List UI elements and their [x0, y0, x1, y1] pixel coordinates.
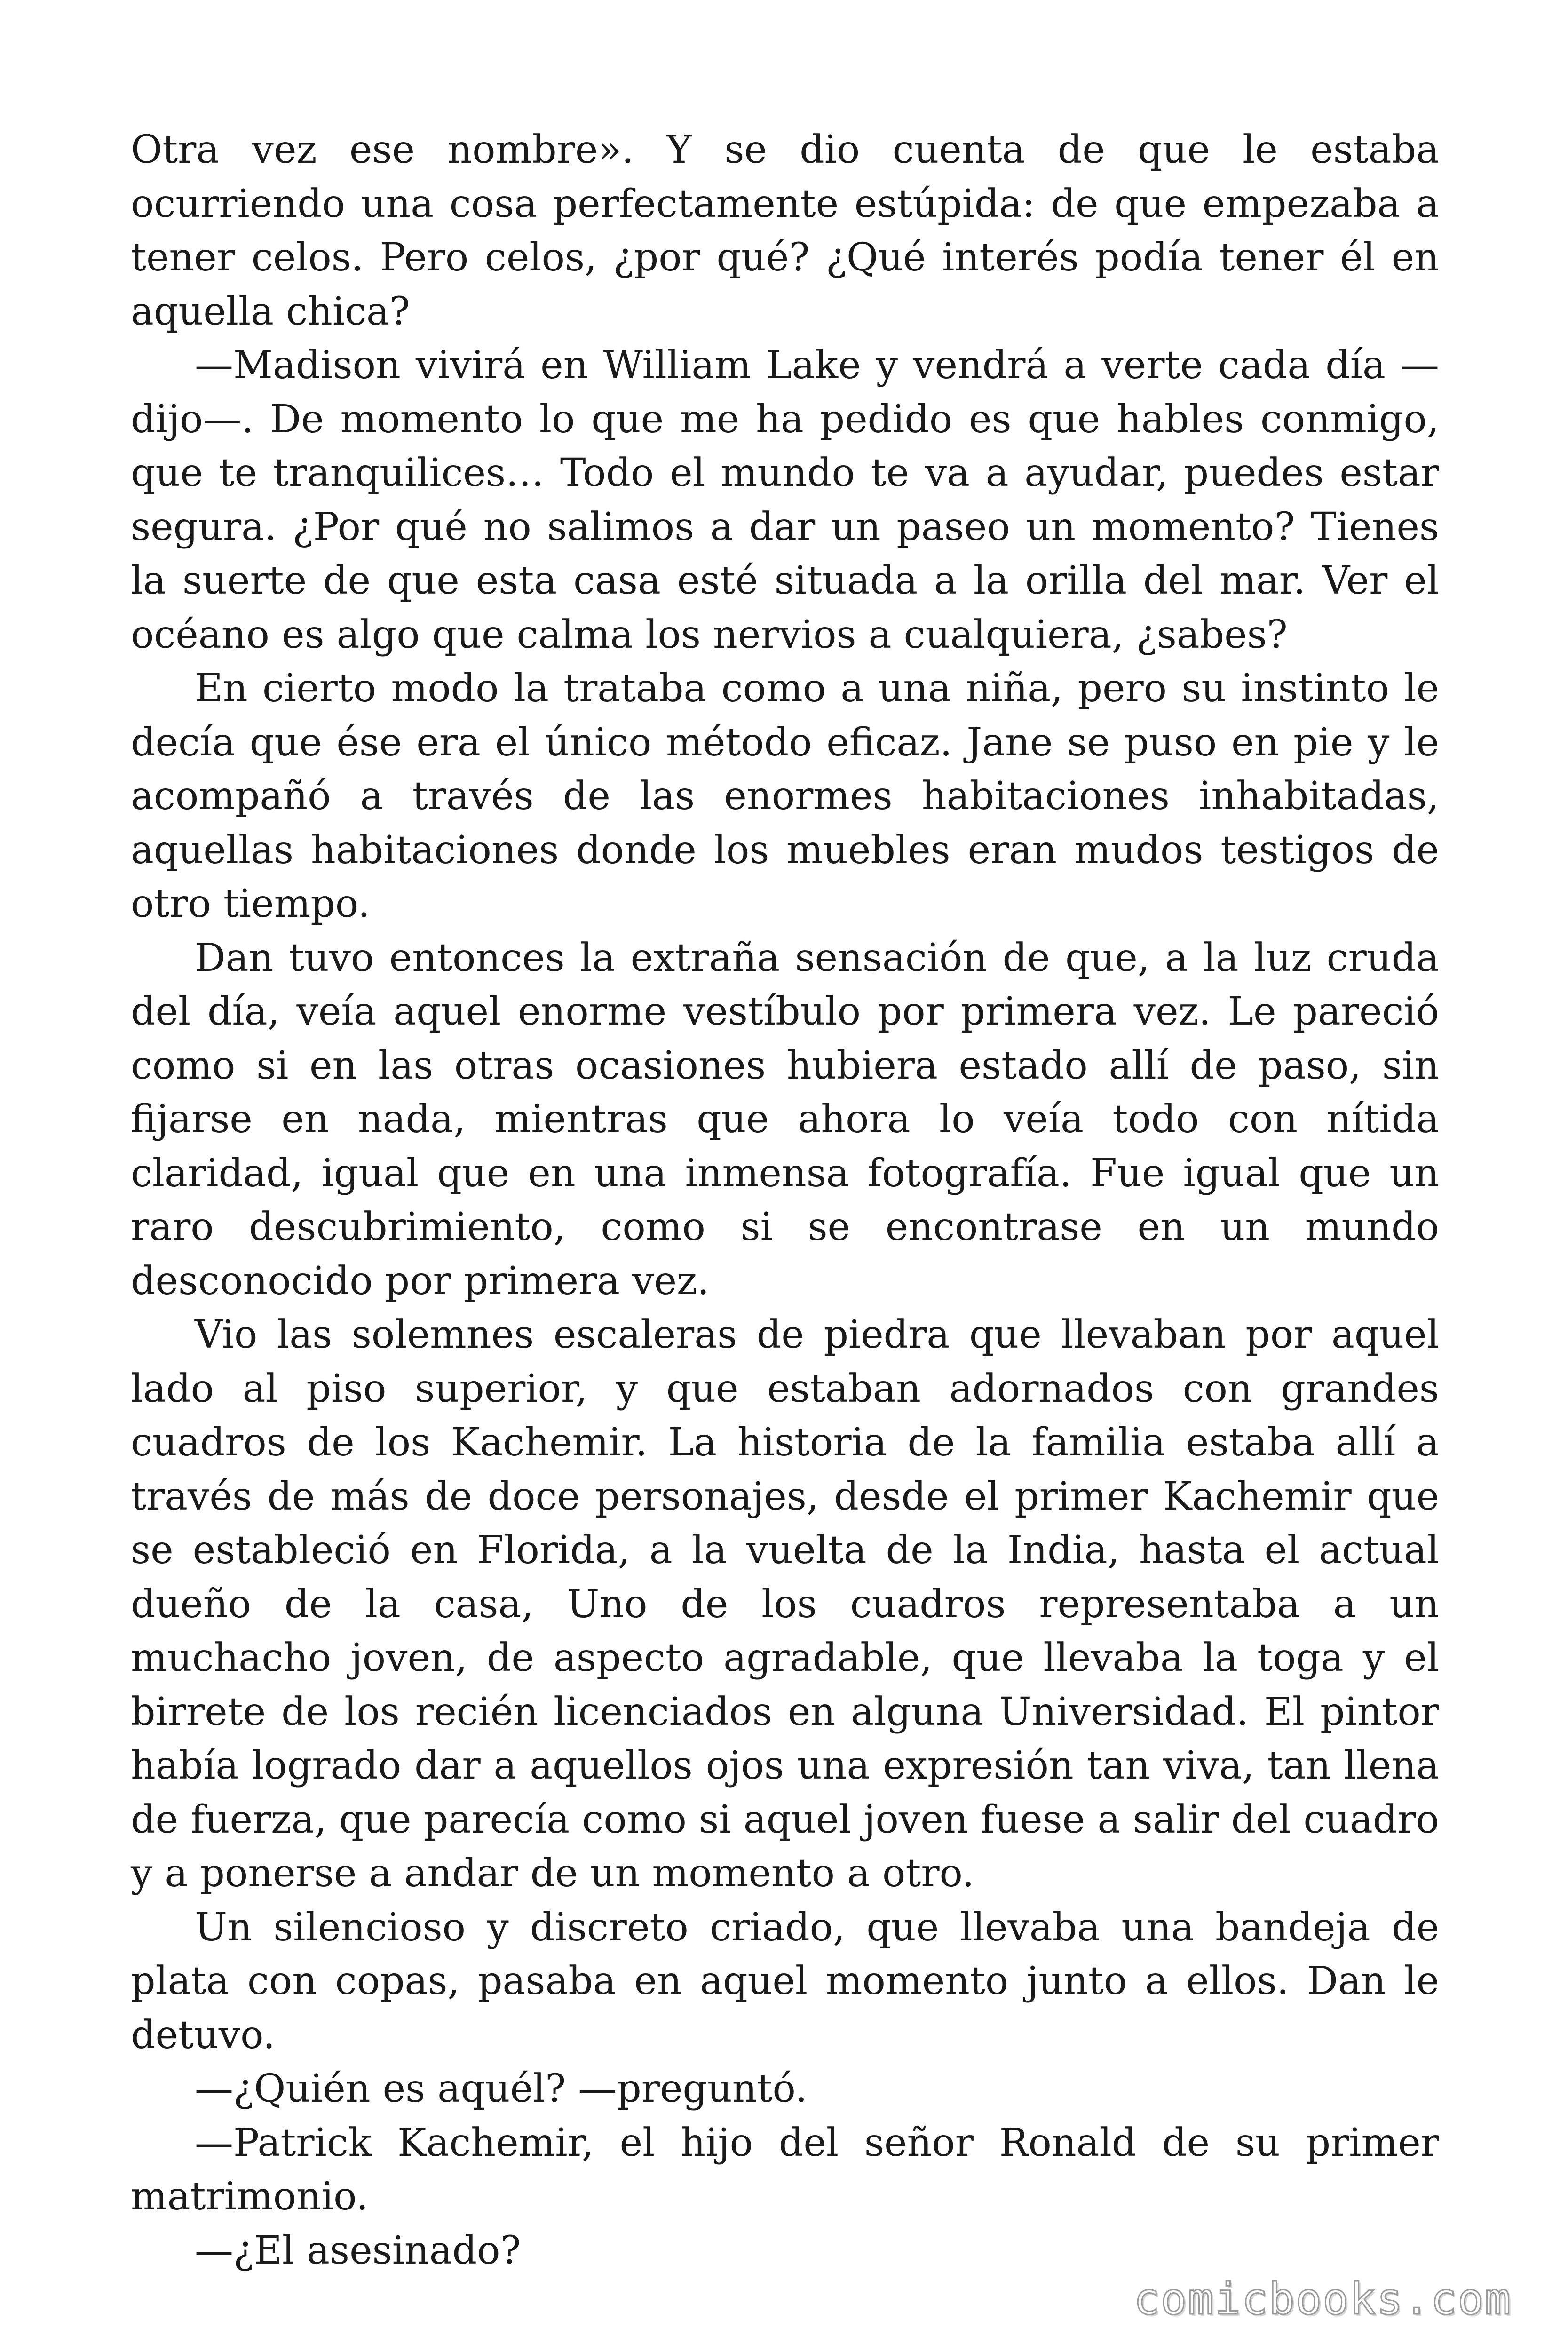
paragraph-6: Un silencioso y discreto criado, que llevaba una bandeja de plata con copas, pasaba en aquel momento junto a ellos. Dan le detuvo.: [131, 1905, 1439, 2058]
paragraph-7: —¿Quién es aquél? —preguntó.: [195, 2066, 808, 2111]
paragraph-9: —¿El asesinado?: [195, 2228, 521, 2273]
paragraph-2: —Madison vivirá en William Lake y vendrá a verte cada día —dijo—. De momento lo que me ha pedido es que hables conmigo, que te tranquilices… Todo el mundo te va a ayudar, puedes estar segura. ¿Por qué no salimos a dar un paseo un momento? Tienes la suerte de que esta casa esté situada a la orilla del mar. Ver el océano es algo que calma los nervios a cualquiera, ¿sabes?: [131, 343, 1439, 657]
paragraph-8: —Patrick Kachemir, el hijo del señor Ronald de su primer matrimonio.: [131, 2120, 1439, 2219]
paragraph-1: Otra vez ese nombre». Y se dio cuenta de que le estaba ocurriendo una cosa perfectamente estúpida: de que empezaba a tener celos. Pero celos, ¿por qué? ¿Qué interés podía tener él en aquella chica?: [131, 127, 1439, 334]
watermark: comicbooks.com: [1133, 2274, 1512, 2324]
paragraph-5: Vio las solemnes escaleras de piedra que llevaban por aquel lado al piso superior, y que estaban adornados con grandes cuadros de los Kachemir. La historia de la familia estaba allí a través de más de doce personajes, desde el primer Kachemir que se estableció en Florida, a la vuelta de la India, hasta el actual dueño de la casa, Uno de los cuadros representaba a un muchacho joven, de aspecto agradable, que llevaba la toga y el birrete de los recién licenciados en alguna Universidad. El pintor había logrado dar a aquellos ojos una expresión tan viva, tan llena de fuerza, que parecía como si aquel joven fuese a salir del cuadro y a ponerse a andar de un momento a otro.: [131, 1312, 1439, 1896]
paragraph-4: Dan tuvo entonces la extraña sensación de que, a la luz cruda del día, veía aquel enorme vestíbulo por primera vez. Le pareció como si en las otras ocasiones hubiera estado allí de paso, sin fijarse en nada, mientras que ahora lo veía todo con nítida claridad, igual que en una inmensa fotografía. Fue igual que un raro descubrimiento, como si se encontrase en un mundo desconocido por primera vez.: [131, 935, 1439, 1303]
paragraph-3: En cierto modo la trataba como a una niña, pero su instinto le decía que ése era el único método eficaz. Jane se puso en pie y le acompañó a través de las enormes habitaciones inhabitadas, aquellas habitaciones donde los muebles eran mudos testigos de otro tiempo.: [131, 666, 1439, 926]
body-text: [131, 123, 1439, 2278]
